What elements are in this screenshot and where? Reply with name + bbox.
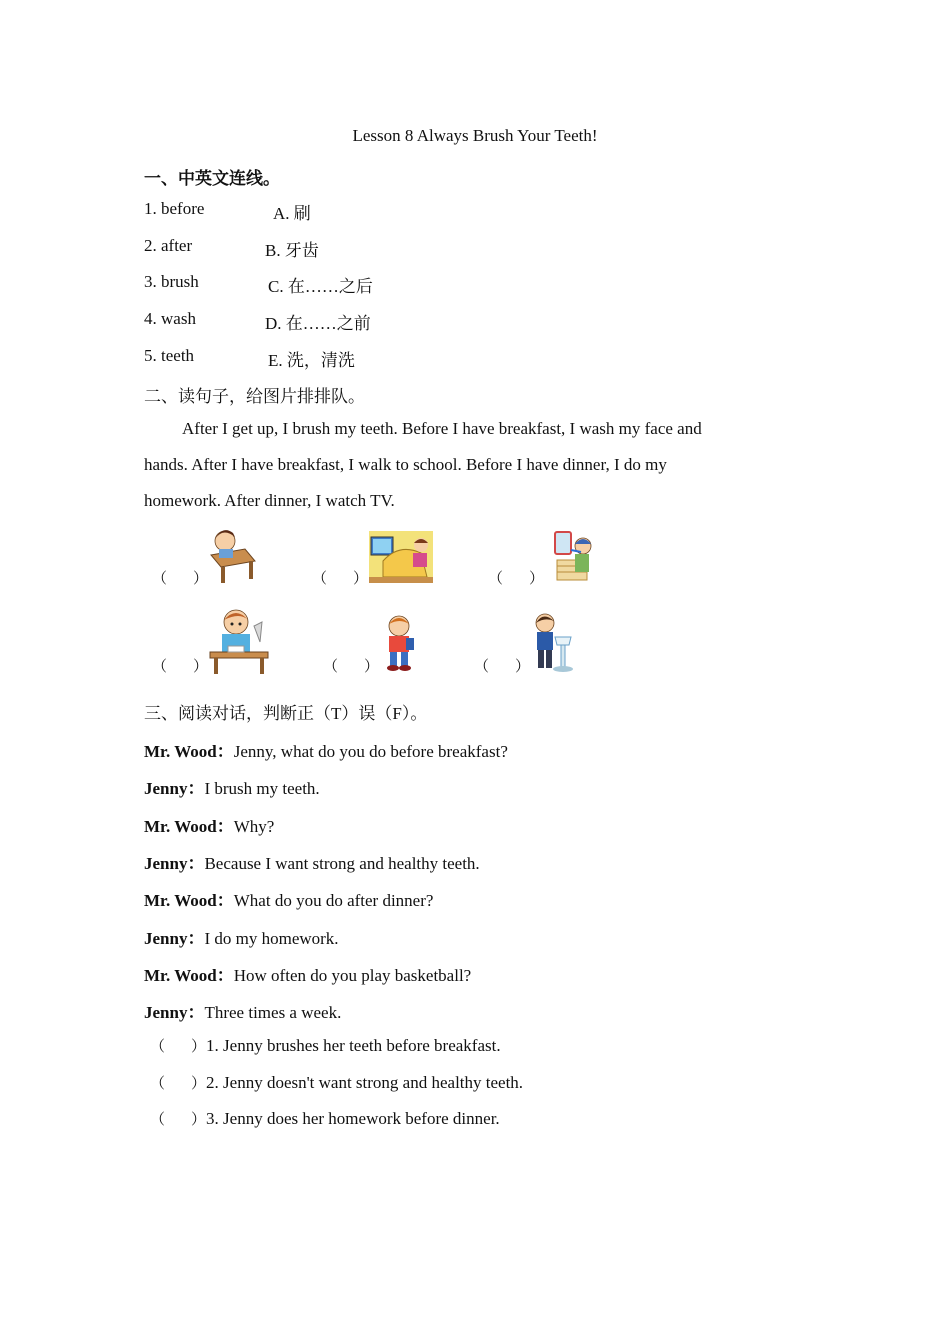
- answer-blank[interactable]: （ ）: [150, 1112, 207, 1128]
- match-left-item: 2. after: [144, 236, 193, 255]
- page-title: Lesson 8 Always Brush Your Teeth!: [352, 126, 598, 145]
- answer-blank[interactable]: （ ）: [488, 571, 545, 587]
- match-right-item: A. 刷: [273, 204, 311, 223]
- answer-blank[interactable]: （ ）: [323, 659, 380, 675]
- brushing-teeth-image: [549, 530, 601, 586]
- match-left-item: 3. brush: [144, 272, 199, 291]
- match-left-item: 5. teeth: [144, 346, 195, 365]
- match-right-item: D. 在……之前: [265, 314, 371, 333]
- answer-blank[interactable]: （ ）: [150, 1076, 207, 1092]
- dialogue-line: Mr. Wood：What do you do after dinner?: [144, 891, 434, 910]
- section1-heading: 一、中英文连线。: [144, 169, 280, 188]
- tf-statement: （ ）2. Jenny doesn't want strong and healthy teeth.: [150, 1073, 524, 1092]
- answer-blank[interactable]: （ ）: [312, 571, 369, 587]
- dialogue-line: Jenny：Because I want strong and healthy teeth.: [144, 854, 480, 873]
- match-right-item: E. 洗，清洗: [268, 351, 355, 370]
- walking-to-school-image: [380, 614, 418, 672]
- answer-blank[interactable]: （ ）: [152, 659, 209, 675]
- section3-heading: 三、阅读对话，判断正（T）误（F）。: [144, 704, 428, 723]
- passage-line: homework. After dinner, I watch TV.: [144, 491, 395, 510]
- dialogue-line: Mr. Wood：Jenny, what do you do before breakfast?: [144, 742, 508, 761]
- dialogue-line: Jenny：I brush my teeth.: [144, 779, 320, 798]
- watching-tv-image: [369, 531, 433, 583]
- match-left-item: 1. before: [144, 199, 205, 218]
- tf-statement: （ ）3. Jenny does her homework before dinner.: [150, 1109, 500, 1128]
- match-left-item: 4. wash: [144, 309, 196, 328]
- dialogue-line: Jenny：I do my homework.: [144, 929, 339, 948]
- passage-line: hands. After I have breakfast, I walk to school. Before I have dinner, I do my: [144, 455, 667, 474]
- passage-line: After I get up, I brush my teeth. Before I have breakfast, I wash my face and: [182, 419, 702, 438]
- boy-at-desk-image: [205, 527, 259, 585]
- answer-blank[interactable]: （ ）: [150, 1039, 207, 1055]
- dialogue-line: Mr. Wood：How often do you play basketball?: [144, 966, 472, 985]
- dialogue-line: Jenny：Three times a week.: [144, 1003, 342, 1022]
- dialogue-line: Mr. Wood：Why?: [144, 817, 275, 836]
- section2-heading: 二、读句子，给图片排排队。: [144, 387, 365, 406]
- homework-at-table-image: [208, 606, 270, 674]
- answer-blank[interactable]: （ ）: [152, 571, 209, 587]
- match-right-item: C. 在……之后: [268, 277, 373, 296]
- washing-hands-image: [531, 613, 575, 673]
- tf-statement: （ ）1. Jenny brushes her teeth before breakfast.: [150, 1036, 501, 1055]
- answer-blank[interactable]: （ ）: [474, 659, 531, 675]
- match-right-item: B. 牙齿: [265, 241, 319, 260]
